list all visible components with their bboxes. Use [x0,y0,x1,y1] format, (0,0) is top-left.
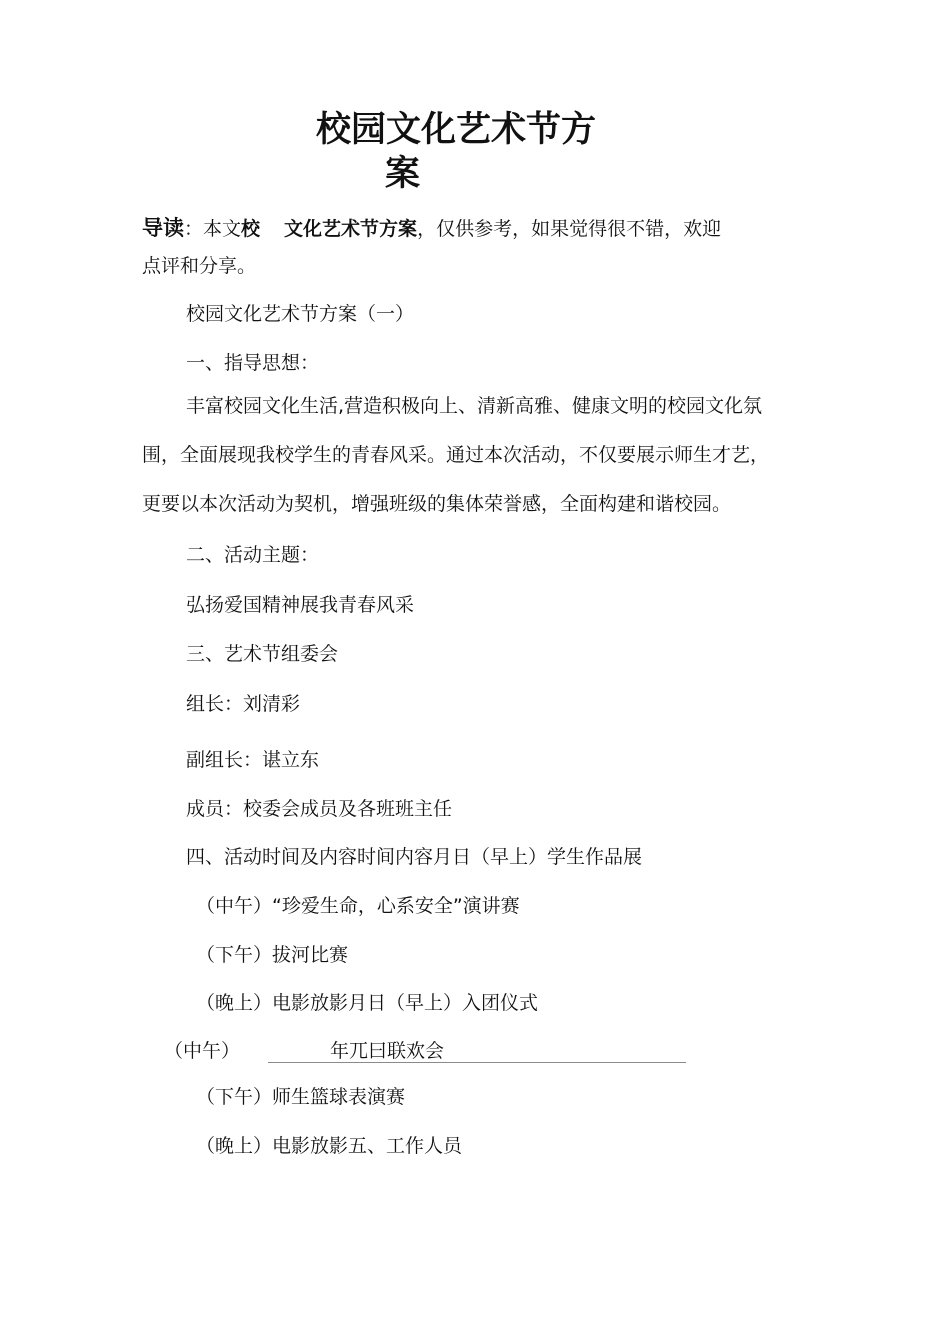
schedule-item-4-time: （中午） [164,1040,241,1062]
heading-guiding-ideology: 一、指导思想： [186,352,320,374]
document-title-line-1: 校园文化艺术节方 [316,110,597,150]
section-title: 校园文化艺术节方案（一） [186,303,415,325]
committee-deputy: 副组长：谌立东 [186,749,320,771]
committee-leader: 组长：刘清彩 [186,693,301,715]
schedule-item-3: （晚上）电影放影月日（早上）入团仪式 [196,992,539,1014]
intro-bold-b: 文化艺术节方案 [284,218,418,240]
schedule-item-5: （下午）师生篮球表演赛 [196,1086,406,1108]
schedule-item-6: （晚上）电影放影五、工作人员 [196,1135,463,1157]
paragraph-1-line-1: 丰富校园文化生活,营造积极向上、清新高雅、健康文明的校园文化氛 [186,395,763,417]
schedule-item-4-event: 年兀曰联欢会 [330,1040,445,1062]
schedule-item-4-underline [268,1062,686,1063]
document-title-line-2: 案 [385,154,421,194]
intro-label: 导读 [142,216,184,240]
heading-committee: 三、艺术节组委会 [186,643,339,665]
paragraph-1-line-3: 更要以本次活动为契机，增强班级的集体荣誉感，全面构建和谐校园。 [142,493,732,515]
intro-colon: ： [184,218,204,240]
theme-text: 弘扬爱国精神展我青春风采 [186,594,415,616]
schedule-item-1: （中午）“珍爱生命，心系安全”演讲赛 [196,895,520,917]
intro-line-1 [142,216,721,241]
intro-bold-a: 校 [241,218,261,240]
heading-theme: 二、活动主题： [186,544,320,566]
schedule-item-2: （下午）拔河比赛 [196,944,349,966]
heading-schedule: 四、活动时间及内容时间内容月日（早上）学生作品展 [186,846,643,868]
intro-text-a: 本文 [203,218,242,240]
intro-line-2: 点评和分享。 [142,255,257,277]
intro-text-b: ，仅供参考，如果觉得很不错，欢迎 [417,218,722,240]
paragraph-1-line-2: 围，全面展现我校学生的青春风采。通过本次活动，不仅要展示师生才艺， [142,444,770,466]
committee-members: 成员：校委会成员及各班班主任 [186,798,453,820]
